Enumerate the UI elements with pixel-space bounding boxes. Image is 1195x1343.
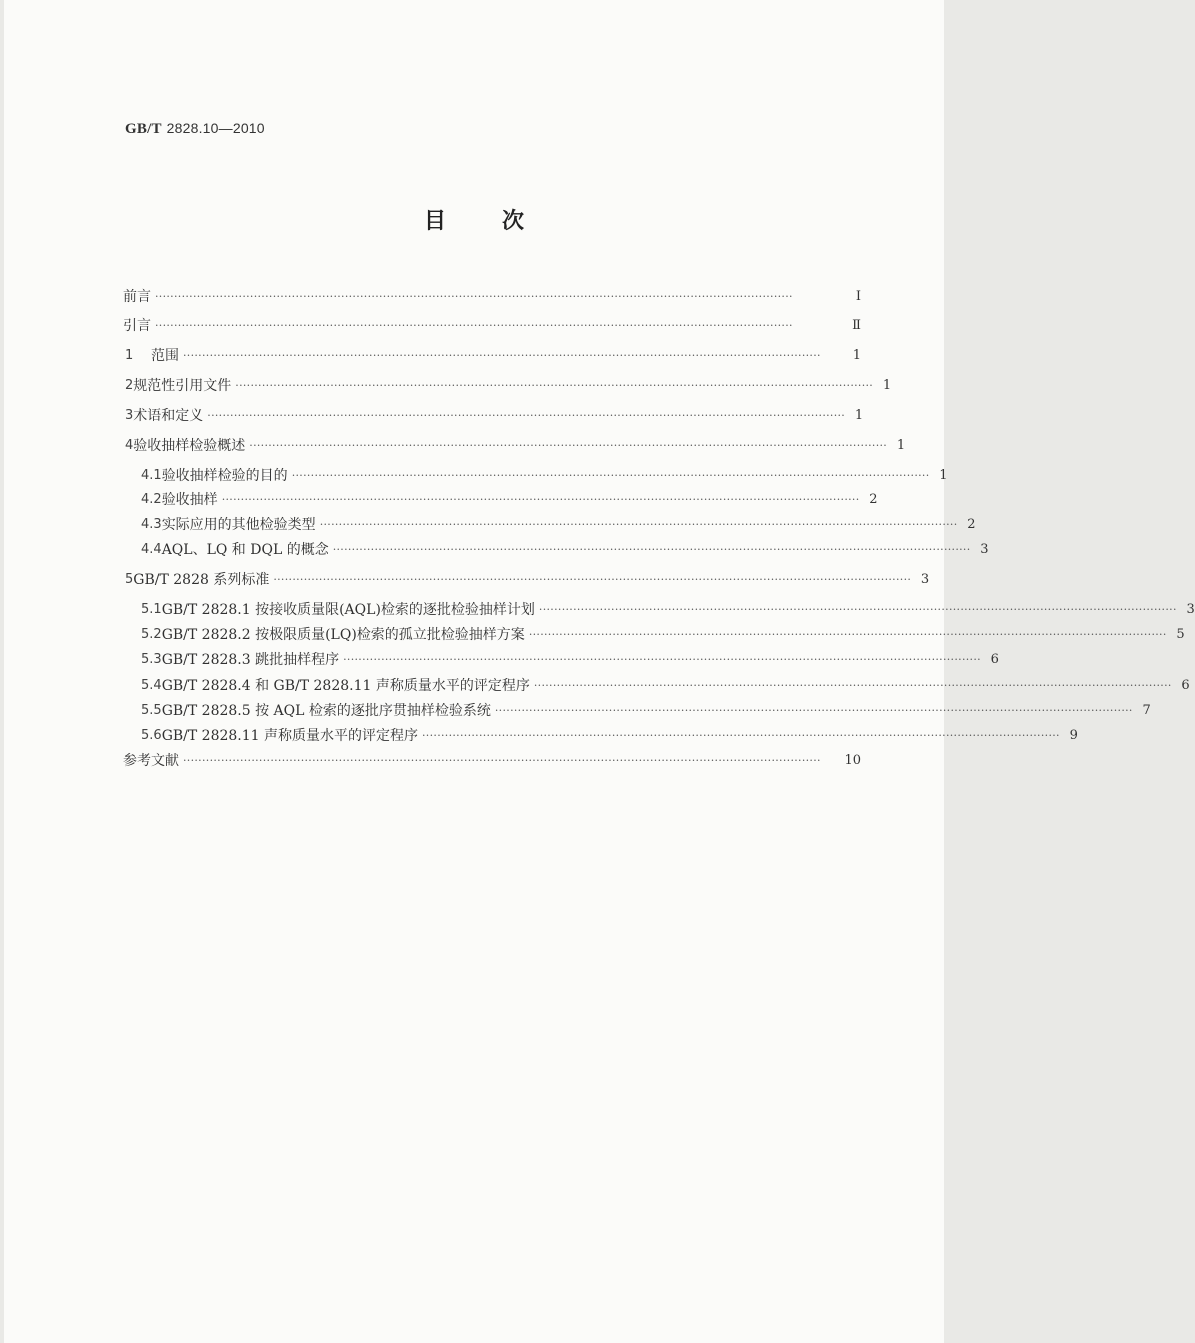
toc-entry-title: 实际应用的其他检验类型 <box>161 517 316 533</box>
table-of-contents <box>4 0 1195 1343</box>
toc-leader-dots: ········································································································································································ <box>249 439 888 452</box>
toc-entry-title: 规范性引用文件 <box>133 378 232 394</box>
toc-entry-page: Ⅰ <box>855 289 861 304</box>
toc-entry-number: 5.1 <box>141 602 162 617</box>
toc-entry-page: 10 <box>844 753 861 768</box>
toc-leader-dots: ········································································································································································ <box>422 729 1060 742</box>
toc-entry-page: 9 <box>1069 728 1078 743</box>
toc-entry-page: 1 <box>896 438 906 453</box>
toc-entry-page: 3 <box>980 542 989 557</box>
toc-entry-page: 2 <box>869 492 878 507</box>
toc-entry-page: Ⅱ <box>852 318 861 333</box>
toc-entry[interactable] <box>123 748 861 770</box>
toc-leader-dots: ········································································································································································ <box>533 679 1172 692</box>
toc-leader-dots: ········································································································································································ <box>207 409 846 422</box>
toc-entry-title: GB/T 2828.5 按 AQL 检索的逐批序贯抽样检验系统 <box>161 703 491 719</box>
toc-entry-page: 3 <box>920 572 930 587</box>
toc-leader-dots: ········································································································································································ <box>319 518 958 531</box>
toc-entry-page: 7 <box>1142 703 1151 718</box>
toc-entry-title: GB/T 2828.2 按极限质量(LQ)检索的孤立批检验抽样方案 <box>161 627 525 643</box>
toc-leader-dots: ········································································································································································ <box>332 543 971 556</box>
toc-entry-title: GB/T 2828.1 按接收质量限(AQL)检索的逐批检验抽样计划 <box>161 602 535 618</box>
toc-entry-number: 4.3 <box>141 517 162 532</box>
toc-entry-number: 4.4 <box>141 542 162 557</box>
toc-entry[interactable] <box>125 343 861 365</box>
toc-entry-title: GB/T 2828.3 跳批抽样程序 <box>161 652 340 668</box>
toc-entry-title: GB/T 2828.4 和 GB/T 2828.11 声称质量水平的评定程序 <box>161 678 530 694</box>
toc-entry[interactable] <box>125 373 892 395</box>
toc-entry-number: 5.5 <box>141 703 162 718</box>
toc-entry-title: 前言 <box>123 289 151 305</box>
toc-entry-title: 术语和定义 <box>133 408 204 424</box>
toc-entry-number: 5 <box>125 572 134 587</box>
toc-title: 目次 <box>423 209 580 234</box>
toc-entry[interactable] <box>141 537 989 559</box>
toc-entry-number: 5.4 <box>141 678 162 693</box>
toc-leader-dots: ········································································································································································ <box>155 319 793 332</box>
toc-entry-number: 1 <box>125 348 134 363</box>
toc-leader-dots: ········································································································································································ <box>183 349 821 362</box>
toc-entry-title: GB/T 2828.11 声称质量水平的评定程序 <box>161 728 419 744</box>
toc-entry[interactable] <box>125 567 930 589</box>
toc-entry-number: 3 <box>125 408 134 423</box>
toc-entry[interactable] <box>141 673 1190 695</box>
toc-leader-dots: ········································································································································································ <box>221 493 860 506</box>
toc-entry-page: 6 <box>990 652 999 667</box>
toc-entry-number: 5.2 <box>141 627 162 642</box>
toc-entry[interactable] <box>141 463 948 485</box>
toc-entry-title: 验收抽样检验的目的 <box>161 468 288 484</box>
toc-leader-dots: ········································································································································································ <box>183 754 821 767</box>
toc-entry[interactable] <box>125 403 864 425</box>
toc-entry-page: 1 <box>854 408 864 423</box>
toc-entry[interactable] <box>141 487 878 509</box>
document-page <box>4 0 1195 1343</box>
toc-entry-page: 6 <box>1181 678 1190 693</box>
toc-entry[interactable] <box>123 284 861 306</box>
toc-entry-page: 1 <box>882 378 892 393</box>
toc-entry-title: 参考文献 <box>123 753 179 769</box>
toc-entry-title: 引言 <box>123 318 151 334</box>
toc-entry[interactable] <box>123 313 861 335</box>
toc-leader-dots: ········································································································································································ <box>494 704 1133 717</box>
toc-entry-title: 验收抽样检验概述 <box>133 438 246 454</box>
toc-entry[interactable] <box>125 433 906 455</box>
toc-entry-title: GB/T 2828 系列标准 <box>133 572 270 588</box>
toc-entry-number: 4 <box>125 438 134 453</box>
toc-entry-title: 验收抽样 <box>161 492 218 508</box>
toc-entry-number: 4.2 <box>141 492 162 507</box>
toc-entry-number: 5.6 <box>141 728 162 743</box>
toc-leader-dots: ········································································································································································ <box>273 573 912 586</box>
toc-entry-page: 1 <box>852 348 861 363</box>
toc-entry-page: 3 <box>1186 602 1195 617</box>
toc-entry[interactable] <box>141 698 1151 720</box>
standard-code-number: 2828.10—2010 <box>166 120 265 136</box>
toc-leader-dots: ········································································································································································ <box>291 469 930 482</box>
toc-entry[interactable] <box>141 512 976 534</box>
toc-entry-number: 2 <box>125 378 134 393</box>
toc-entry[interactable] <box>141 622 1185 644</box>
toc-entry-title: AQL、LQ 和 DQL 的概念 <box>161 542 329 558</box>
toc-leader-dots: ········································································································································································ <box>155 290 793 303</box>
toc-entry-number: 4.1 <box>141 468 162 483</box>
toc-entry-page: 1 <box>939 468 948 483</box>
toc-entry-page: 2 <box>967 517 976 532</box>
toc-entry-title: 范围 <box>151 348 179 364</box>
standard-code-prefix: GB/T <box>125 121 162 137</box>
toc-entry[interactable] <box>141 647 999 669</box>
toc-leader-dots: ········································································································································································ <box>538 603 1177 616</box>
toc-leader-dots: ········································································································································································ <box>528 628 1167 641</box>
toc-entry-number: 5.3 <box>141 652 162 667</box>
toc-entry[interactable] <box>141 597 1195 619</box>
toc-entry[interactable] <box>141 723 1078 745</box>
toc-entry-page: 5 <box>1176 627 1185 642</box>
toc-leader-dots: ········································································································································································ <box>235 379 874 392</box>
toc-leader-dots: ········································································································································································ <box>343 653 981 666</box>
